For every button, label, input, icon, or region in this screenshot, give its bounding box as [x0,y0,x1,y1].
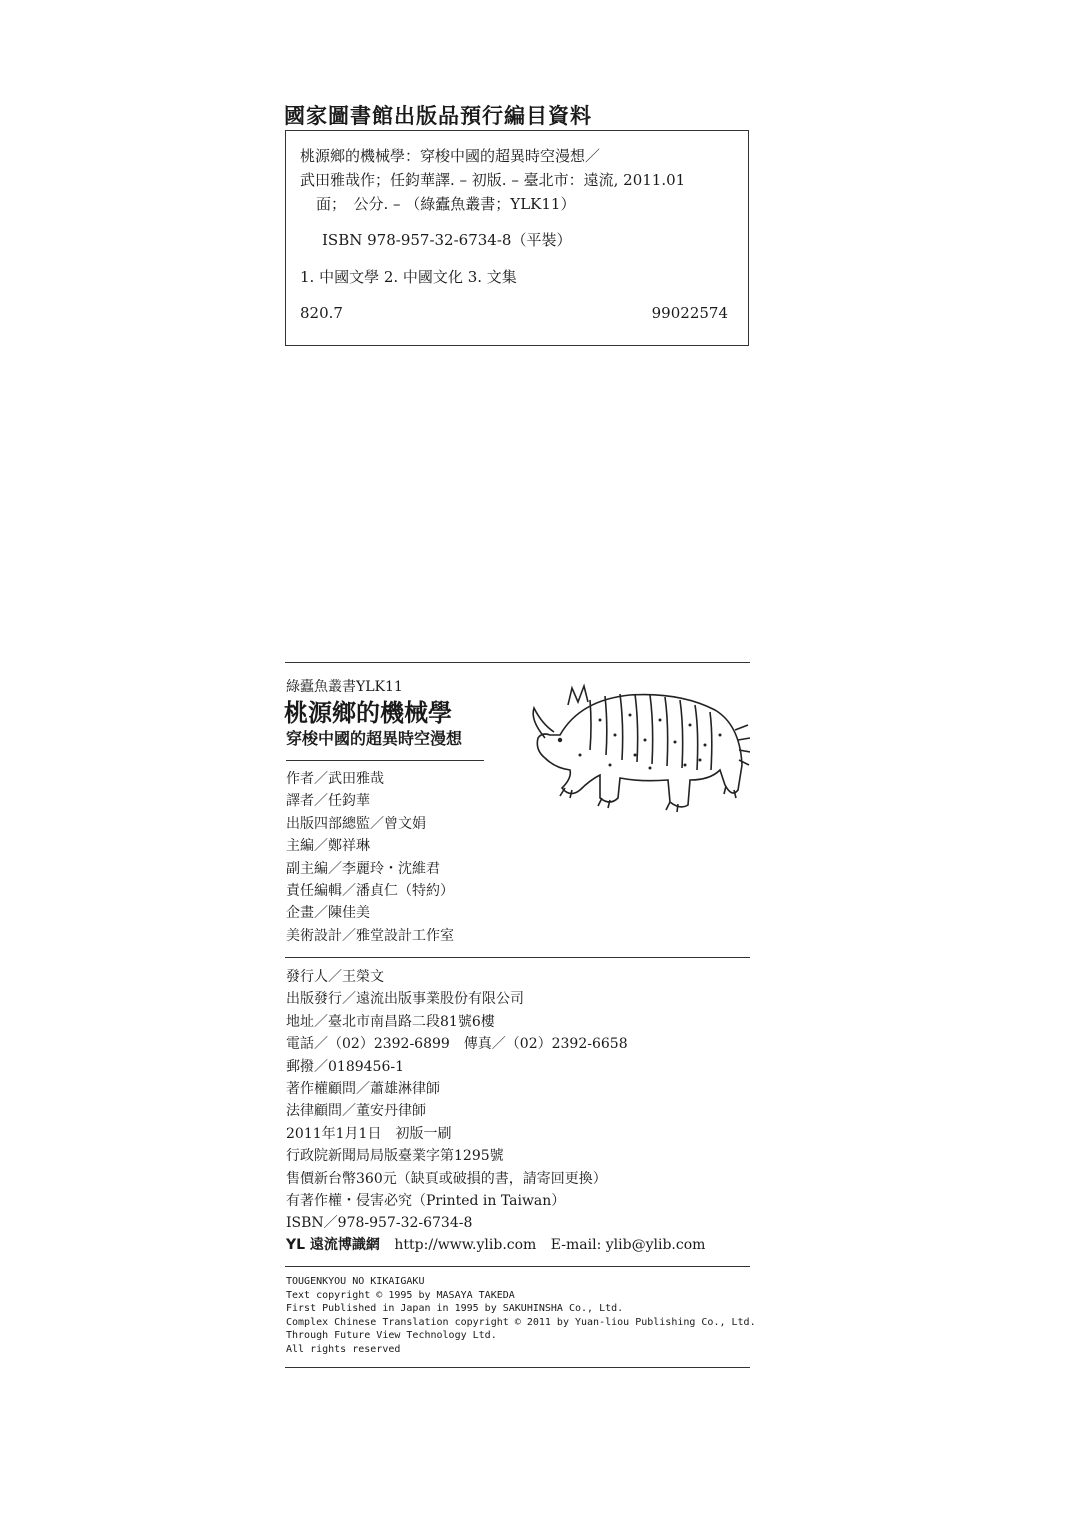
cip-physical-line: 面； 公分. – （綠蠹魚叢書；YLK11） [316,195,576,213]
book-subtitle: 穿梭中國的超異時空漫想 [286,729,463,748]
cip-class-number: 820.7 [300,304,343,322]
pub-edition-date: 2011年1月1日 初版一刷 [286,1125,452,1142]
publication-info [286,966,628,1235]
credit-associate-editor: 副主編／李麗玲・沈維君 [286,860,440,877]
ylib-logo: YL 遠流博識網 [286,1237,380,1253]
credit-planning: 企畫／陳佳美 [286,905,370,922]
pub-legal-advisor: 法律顧問／董安丹律師 [286,1103,426,1120]
english-through: Through Future View Technology Ltd. [286,1330,497,1342]
credit-art-design: 美術設計／雅堂設計工作室 [286,927,454,944]
pub-rights: 有著作權・侵害必究（Printed in Taiwan） [286,1193,566,1210]
cip-record-number: 99022574 [651,304,728,322]
email-link[interactable]: E-mail: ylib@ylib.com [550,1237,706,1253]
pub-publisher: 發行人／王榮文 [286,969,384,985]
pub-postal-account: 郵撥／0189456-1 [286,1058,404,1075]
english-copyright [286,1275,756,1357]
website-link[interactable]: http://www.ylib.com [394,1237,537,1253]
series-name: 綠蠹魚叢書YLK11 [286,679,403,695]
english-translation-copyright: Complex Chinese Translation copyright © 2011 by Yuan-liou Publishing Co., Ltd. [286,1316,756,1328]
pub-copyright-advisor: 著作權顧問／蕭雄淋律師 [286,1081,440,1098]
english-first-published: First Published in Japan in 1995 by SAKUHINSHA Co., Ltd. [286,1303,624,1315]
rhinoceros-woodcut-icon [520,680,750,819]
pub-license: 行政院新聞局局版臺業字第1295號 [286,1148,504,1165]
title-divider [286,760,484,761]
english-rights: All rights reserved [286,1343,401,1355]
credits-list [286,768,454,947]
credit-director: 出版四部總監／曾文娟 [286,815,426,832]
english-text-copyright: Text copyright © 1995 by MASAYA TAKEDA [286,1289,515,1301]
pub-isbn: ISBN／978-957-32-6734-8 [286,1215,473,1232]
bottom-divider [285,1367,750,1368]
pub-address: 地址／臺北市南昌路二段81號6樓 [286,1013,495,1030]
english-title: TOUGENKYOU NO KIKAIGAKU [286,1276,425,1287]
cip-record-box [285,130,749,346]
lower-divider [285,1266,750,1267]
credit-translator: 譯者／任鈞華 [286,793,370,810]
pub-price: 售價新台幣360元（缺頁或破損的書，請寄回更換） [286,1170,607,1187]
cip-subjects: 1. 中國文學 2. 中國文化 3. 文集 [300,268,517,286]
cip-author-line: 武田雅哉作；任鈞華譯. – 初版. – 臺北市：遠流, 2011.01 [300,171,686,189]
middle-divider [285,957,750,958]
cip-isbn: ISBN 978-957-32-6734-8（平裝） [322,231,572,249]
book-title: 桃源鄉的機械學 [284,698,452,727]
brand-line [286,1234,705,1254]
credit-author: 作者／武田雅哉 [286,771,384,787]
pub-company: 出版發行／遠流出版事業股份有限公司 [286,991,524,1008]
credit-editor: 主編／鄭祥琳 [286,838,370,855]
top-divider [285,662,750,663]
cip-title-line: 桃源鄉的機械學：穿梭中國的超異時空漫想／ [300,147,601,165]
credit-responsible-editor: 責任編輯／潘貞仁（特約） [286,883,454,900]
pub-phone-fax: 電話／（02）2392-6899 傳真／（02）2392-6658 [286,1036,628,1053]
cip-heading: 國家圖書館出版品預行編目資料 [284,103,592,128]
